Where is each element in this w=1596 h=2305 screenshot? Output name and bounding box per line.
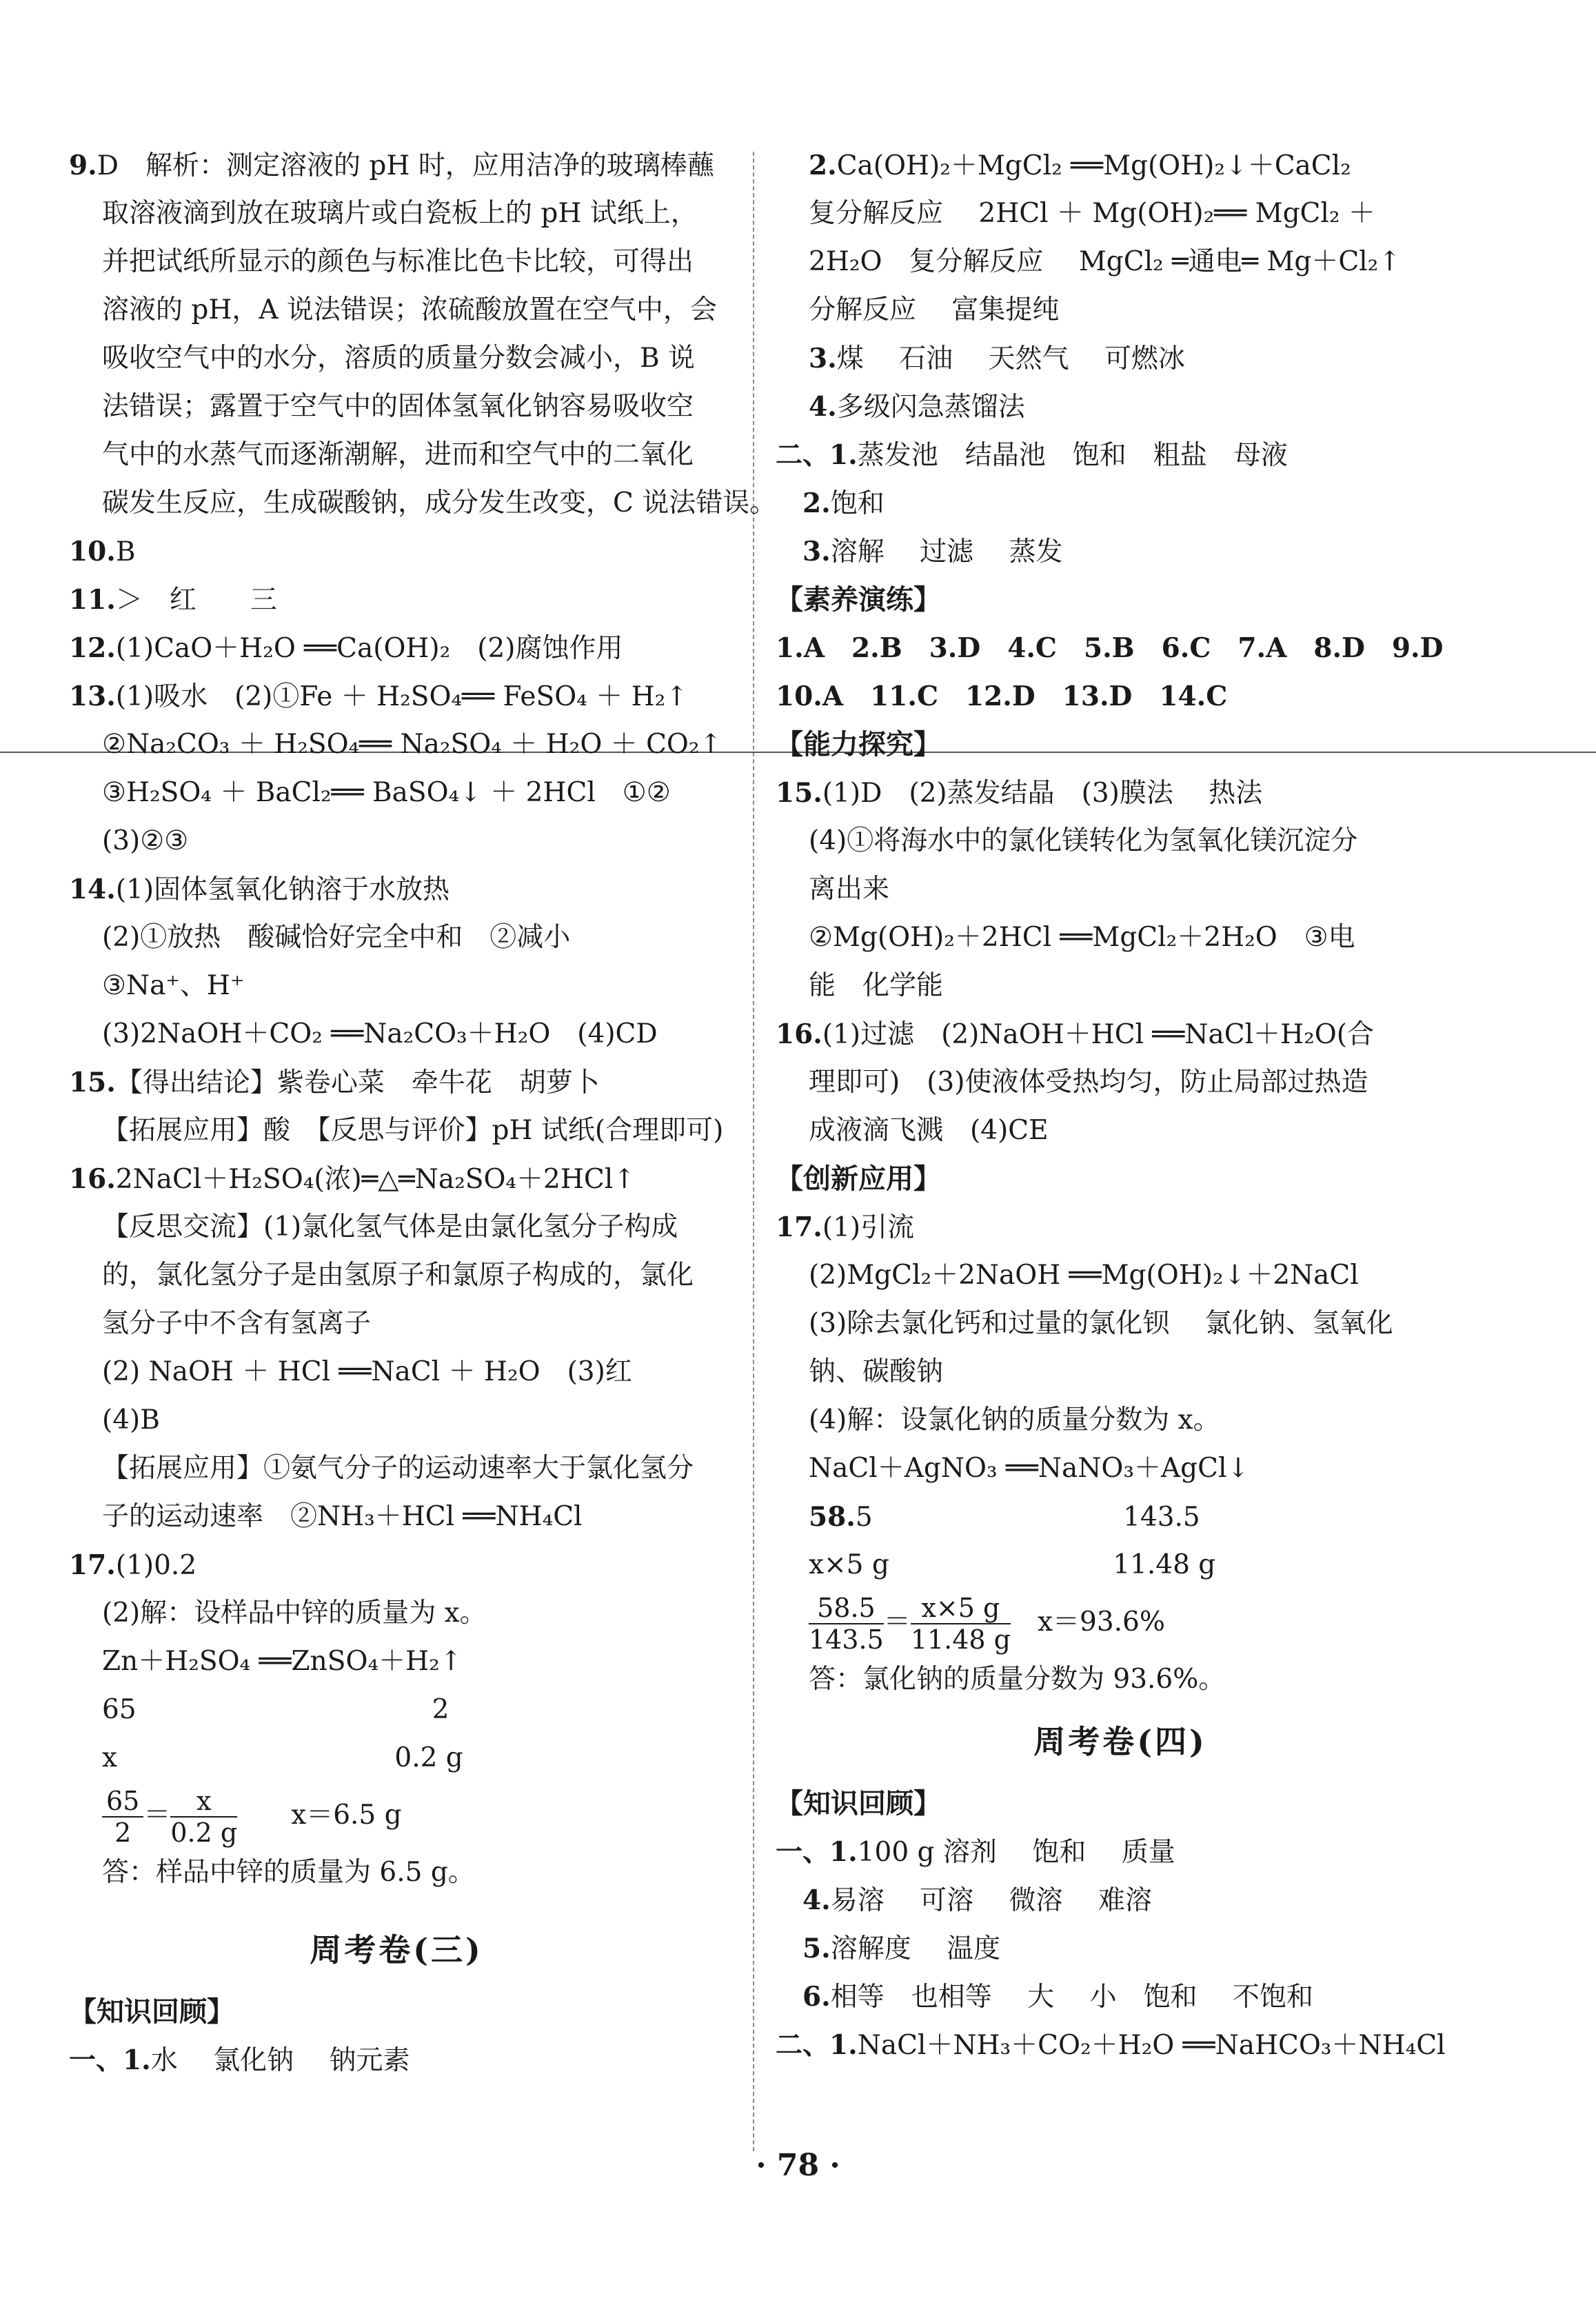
question-number: 15. bbox=[776, 777, 822, 809]
question-number: 4. bbox=[776, 1884, 831, 1916]
fraction-numerator: x×5 g bbox=[911, 1593, 1011, 1624]
answer-line: (3)除去氯化钙和过量的氯化钡 氯化钠、氢氧化 bbox=[809, 1308, 1393, 1339]
answer-line: 4.易溶 可溶 微溶 难溶 bbox=[776, 1884, 1152, 1916]
question-number: 11. bbox=[69, 584, 116, 616]
right-column bbox=[776, 141, 1465, 2069]
answer-line: (4)①将海水中的氯化镁转化为氢氧化镁沉淀分 bbox=[809, 825, 1358, 856]
answer-line: 答：样品中锌的质量为 6.5 g。 bbox=[102, 1857, 475, 1888]
fraction bbox=[911, 1593, 1011, 1655]
question-number: 5. bbox=[776, 1933, 831, 1964]
question-number: 4. bbox=[809, 391, 837, 423]
answer-line: 16.(1)过滤 (2)NaOH＋HCl ══NaCl＋H₂O(合 bbox=[776, 1018, 1374, 1050]
answer-line: 溶液的 pH，A 说法错误；浓硫酸放置在空气中，会 bbox=[102, 294, 717, 325]
section-heading: 【创新应用】 bbox=[776, 1162, 941, 1195]
fraction-numerator: x bbox=[170, 1786, 237, 1818]
answer-line: 能 化学能 bbox=[809, 970, 944, 1001]
question-number: 一、1. bbox=[69, 2044, 151, 2076]
answer-line: 2.Ca(OH)₂＋MgCl₂ ══Mg(OH)₂↓＋CaCl₂ bbox=[809, 150, 1351, 181]
section-heading: 【素养演练】 bbox=[776, 583, 941, 616]
question-number: 2. bbox=[809, 150, 837, 181]
section-title: 周考卷(四) bbox=[1033, 1723, 1207, 1760]
fraction-line bbox=[776, 1589, 1465, 1655]
answer-line: (2)①放热 酸碱恰好完全中和 ②减小 bbox=[102, 922, 571, 953]
fraction-denominator: 0.2 g bbox=[170, 1818, 238, 1848]
question-number: 9. bbox=[69, 150, 97, 181]
answer-line: 二、1.NaCl＋NH₃＋CO₂＋H₂O ══NaHCO₃＋NH₄Cl bbox=[776, 2029, 1446, 2061]
answer-line: 并把试纸所显示的颜色与标准比色卡比较，可得出 bbox=[102, 246, 694, 277]
answer-line: 4.多级闪急蒸馏法 bbox=[809, 391, 1025, 423]
answer-line: 成液滴飞溅 (4)CE bbox=[809, 1115, 1049, 1146]
answer-line: ③Na⁺、H⁺ bbox=[102, 970, 245, 1001]
fraction-result: x＝6.5 g bbox=[237, 1800, 402, 1831]
equals-sign: ＝ bbox=[883, 1607, 911, 1638]
question-number: 一、1. bbox=[776, 1836, 858, 1868]
question-number: 13. bbox=[69, 681, 116, 712]
answer-line: 钠、碳酸钠 bbox=[809, 1356, 944, 1387]
answer-line: 14.(1)固体氢氧化钠溶于水放热 bbox=[69, 874, 450, 905]
answer-line: 2H₂O 复分解反应 MgCl₂ ═通电═ Mg＋Cl₂↑ bbox=[809, 246, 1401, 277]
section-heading: 【知识回顾】 bbox=[69, 1995, 234, 2028]
question-number: 12. bbox=[69, 632, 116, 664]
answer-line: 【拓展应用】①氨气分子的运动速率大于氯化氢分 bbox=[102, 1453, 694, 1484]
answer-line: ②Mg(OH)₂＋2HCl ══MgCl₂＋2H₂O ③电 bbox=[809, 922, 1355, 953]
fraction bbox=[170, 1786, 237, 1848]
answer-line: 13.(1)吸水 (2)①Fe ＋ H₂SO₄══ FeSO₄ ＋ H₂↑ bbox=[69, 681, 688, 712]
answer-line: 氢分子中不含有氢离子 bbox=[102, 1308, 372, 1339]
question-number: 16. bbox=[69, 1163, 116, 1195]
answer-line: 15.(1)D (2)蒸发结晶 (3)膜法 热法 bbox=[776, 777, 1263, 809]
question-number: 17. bbox=[776, 1211, 822, 1243]
answer-line: Zn＋H₂SO₄ ══ZnSO₄＋H₂↑ bbox=[102, 1646, 463, 1677]
answer-line: 吸收空气中的水分，溶质的质量分数会减小，B 说 bbox=[102, 343, 696, 374]
answer-line: 3.煤 石油 天然气 可燃冰 bbox=[809, 343, 1185, 374]
answer-line: (3)②③ bbox=[102, 825, 189, 856]
answer-line: 取溶液滴到放在玻璃片或白瓷板上的 pH 试纸上， bbox=[102, 198, 698, 229]
question-number: 1. bbox=[776, 632, 804, 664]
equals-sign: ＝ bbox=[143, 1800, 171, 1831]
answer-line: 11.＞ 红 三 bbox=[69, 584, 277, 616]
answer-line: 复分解反应 2HCl ＋ Mg(OH)₂══ MgCl₂ ＋ bbox=[809, 198, 1375, 229]
answer-line: 二、1.蒸发池 结晶池 饱和 粗盐 母液 bbox=[776, 439, 1288, 471]
answer-line: 10.A 11.C 12.D 13.D 14.C bbox=[776, 681, 1228, 712]
answer-line: 一、1.100 g 溶剂 饱和 质量 bbox=[776, 1836, 1175, 1868]
answer-line: 的，氯化氢分子是由氢原子和氯原子构成的，氯化 bbox=[102, 1260, 694, 1291]
answer-line: 3.溶解 过滤 蒸发 bbox=[776, 536, 1063, 567]
answer-line: x×5 g 11.48 g bbox=[809, 1549, 1216, 1580]
answer-line: 12.(1)CaO＋H₂O ══Ca(OH)₂ (2)腐蚀作用 bbox=[69, 632, 623, 664]
fraction-denominator: 11.48 g bbox=[910, 1624, 1011, 1655]
answer-line: 【反思交流】(1)氯化氢气体是由氯化氢分子构成 bbox=[102, 1211, 678, 1242]
answer-line: 1.A 2.B 3.D 4.C 5.B 6.C 7.A 8.D 9.D bbox=[776, 632, 1444, 664]
answer-line: 17.(1)0.2 bbox=[69, 1549, 197, 1581]
column-divider bbox=[753, 152, 754, 2151]
fraction bbox=[102, 1786, 143, 1848]
answer-line: 16.2NaCl＋H₂SO₄(浓)═△═Na₂SO₄＋2HCl↑ bbox=[69, 1163, 636, 1195]
left-column bbox=[69, 141, 777, 2084]
fraction-numerator: 65 bbox=[102, 1786, 143, 1818]
question-number: 2. bbox=[776, 487, 831, 519]
question-number: 14. bbox=[69, 874, 116, 905]
answer-line: 子的运动速率 ②NH₃＋HCl ══NH₄Cl bbox=[102, 1501, 583, 1532]
answer-line: (3)2NaOH＋CO₂ ══Na₂CO₃＋H₂O (4)CD bbox=[102, 1018, 658, 1049]
question-number: 二、1. bbox=[776, 2029, 858, 2061]
answer-line: 15.【得出结论】紫卷心菜 牵牛花 胡萝卜 bbox=[69, 1067, 600, 1098]
fraction-numerator: 58.5 bbox=[809, 1593, 884, 1624]
answer-line: 理即可) (3)使液体受热均匀，防止局部过热造 bbox=[809, 1067, 1368, 1098]
fraction-denominator: 143.5 bbox=[809, 1624, 884, 1655]
answer-line: NaCl＋AgNO₃ ══NaNO₃＋AgCl↓ bbox=[809, 1453, 1250, 1484]
answer-line: 17.(1)引流 bbox=[776, 1211, 915, 1243]
section-heading: 【能力探究】 bbox=[776, 728, 941, 761]
answer-line: 分解反应 富集提纯 bbox=[809, 294, 1060, 325]
fraction bbox=[809, 1593, 884, 1655]
answer-line: (2) NaOH ＋ HCl ══NaCl ＋ H₂O (3)红 bbox=[102, 1356, 632, 1387]
question-number: 3. bbox=[809, 343, 837, 374]
section-title: 周考卷(三) bbox=[310, 1931, 483, 1969]
fraction-result: x＝93.6% bbox=[1011, 1607, 1165, 1638]
answer-line: 6.相等 也相等 大 小 饱和 不饱和 bbox=[776, 1981, 1313, 2013]
answer-line: (2)解：设样品中锌的质量为 x。 bbox=[102, 1598, 487, 1629]
answer-line: 【拓展应用】酸 【反思与评价】pH 试纸(合理即可) bbox=[102, 1115, 724, 1146]
answer-line: 65 2 bbox=[102, 1694, 449, 1725]
answer-line: 答：氯化钠的质量分数为 93.6%。 bbox=[809, 1664, 1226, 1695]
question-number: 二、1. bbox=[776, 439, 858, 471]
spacer bbox=[69, 1897, 724, 1912]
answer-line: 法错误；露置于空气中的固体氢氧化钠容易吸收空 bbox=[102, 391, 694, 422]
answer-line: 58.5 143.5 bbox=[809, 1501, 1200, 1533]
answer-line: 离出来 bbox=[809, 874, 890, 905]
answer-line: x 0.2 g bbox=[102, 1742, 463, 1773]
question-number: 10. bbox=[69, 536, 116, 567]
answer-line: ②Na₂CO₃ ＋ H₂SO₄══ Na₂SO₄ ＋ H₂O ＋ CO₂↑ bbox=[102, 729, 723, 760]
fraction-denominator: 2 bbox=[114, 1818, 132, 1848]
fraction-line bbox=[69, 1782, 724, 1849]
answer-line: 9.D 解析：测定溶液的 pH 时，应用洁净的玻璃棒蘸 bbox=[69, 150, 714, 181]
question-number: 3. bbox=[776, 536, 831, 567]
answer-line: (4)解：设氯化钠的质量分数为 x。 bbox=[809, 1405, 1220, 1436]
answer-line: 10.B bbox=[69, 536, 136, 567]
question-number: 16. bbox=[776, 1018, 822, 1050]
page-number: · 78 · bbox=[756, 2148, 840, 2183]
question-number: 58. bbox=[809, 1501, 856, 1533]
answer-line: 气中的水蒸气而逐渐潮解，进而和空气中的二氧化 bbox=[102, 439, 694, 470]
answer-line: (4)B bbox=[102, 1405, 160, 1436]
answer-line: 5.溶解度 温度 bbox=[776, 1933, 1001, 1964]
answer-line: 一、1.水 氯化钠 钠元素 bbox=[69, 2044, 410, 2076]
question-number: 10. bbox=[776, 681, 822, 712]
section-heading: 【知识回顾】 bbox=[776, 1787, 941, 1820]
question-number: 6. bbox=[776, 1981, 831, 2013]
question-number: 17. bbox=[69, 1549, 116, 1581]
question-number: 15. bbox=[69, 1067, 116, 1098]
answer-line: 碳发生反应，生成碳酸钠，成分发生改变，C 说法错误。 bbox=[102, 487, 777, 519]
answer-line: 2.饱和 bbox=[776, 487, 885, 519]
answer-line: ③H₂SO₄ ＋ BaCl₂══ BaSO₄↓ ＋ 2HCl ①② bbox=[102, 777, 671, 808]
answer-line: (2)MgCl₂＋2NaOH ══Mg(OH)₂↓＋2NaCl bbox=[809, 1260, 1359, 1291]
